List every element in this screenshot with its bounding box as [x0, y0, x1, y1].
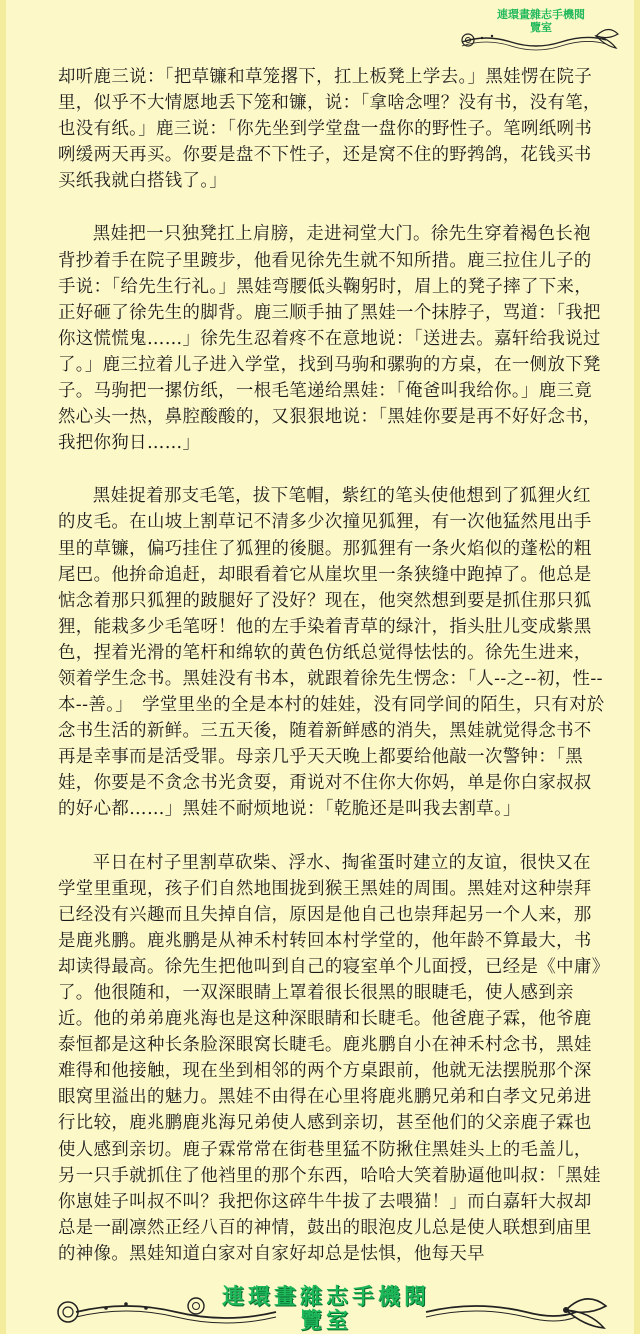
paragraph: 黑娃捉着那支毛笔，拔下笔帽，紫红的笔头使他想到了狐狸火红的皮毛。在山坡上割草记不清多少次撞见狐狸，有一次他猛然甩出手里的草镰，偏巧挂住了狐狸的後腿。那狐狸有一条火焰似的蓬松的粗尾巴。他拚命追赶，却眼看着它从崖坎里一条狭缝中跑掉了。他总是惦念着那只狐狸的跛腿好了没好？现在，他突然想到要是抓住那只狐狸，能栽多少毛笔呀！他的左手染着青草的绿汁，指头肚儿变成紫黑色，捏着光滑的笔杆和绵软的黄色仿纸总觉得怯怯的。徐先生进来，领着学生念书。黑娃没有书本，就跟着徐先生愣念：「人--之--初，性--本--善。」 学堂里坐的全是本村的娃娃，没有同学间的陌生，只有对於念书生活的新鲜。三五天後，随着新鲜感的消失，黑娃就觉得念书不再是幸事而是活受罪。母亲几乎天天晚上都要给他敲一次警钟：「黑娃，你要是不贪念书光贪耍，甭说对不住你大你妈，单是你白家叔叔的好心都……」黑娃不耐烦地说：「乾脆还是叫我去割草。」: [58, 486, 605, 820]
paragraph: 却听鹿三说：「把草镰和草笼撂下，扛上板凳上学去。」黑娃愣在院子里，似乎不大情愿地丢下笼和镰，说：「拿啥念哩？没有书，没有笔，也没有纸。」鹿三说：「你先坐到学堂盘一盘你的野性子。笔咧纸咧书咧缓两天再买。你要是盘不下性子，还是窝不住的野鹁鸽，花钱买书买纸我就白搭钱了。」: [58, 67, 601, 192]
footer-watermark-line2: 覽室: [299, 1309, 352, 1334]
header-watermark: [486, 8, 596, 34]
header-watermark-line2: 覽室: [530, 21, 552, 34]
footer-watermark: [186, 1286, 466, 1334]
paragraph: 黑娃把一只独凳扛上肩膀，走进祠堂大门。徐先生穿着褐色长袍背抄着手在院子里踱步，他看见徐先生就不知所措。鹿三拉住儿子的手说：「给先生行礼。」黑娃弯腰低头鞠躬时，眉上的凳子摔了下来，正好砸了徐先生的脚背。鹿三顺手抽了黑娃一个抹脖子，骂道：「我把你这慌慌鬼……」徐先生忍着疼不在意地说：「送进去。嘉轩给我说过了。」鹿三拉着儿子进入学堂，找到马驹和骡驹的方桌，在一侧放下凳子。马驹把一摞仿纸，一根毛笔递给黑娃：「俺爸叫我给你。」鹿三竟然心头一热，鼻腔酸酸的，又狠狠地说：「黑娃你要是再不好好念书，我把你狗日……」: [58, 224, 601, 454]
footer-watermark-line1: 連環畫雜志手機閱: [221, 1285, 430, 1310]
article-body: [58, 64, 606, 1294]
header-watermark-line1: 連環畫雜志手機閱: [497, 8, 585, 21]
paragraph: 平日在村子里割草砍柴、浮水、掏雀蛋时建立的友谊，很快又在学堂里重现，孩子们自然地围拢到猴王黑娃的周围。黑娃对这种崇拜已经没有兴趣而且失掉自信，原因是他自己也崇拜起另一个人来，那是鹿兆鹏。鹿兆鹏是从神禾村转回本村学堂的，他年龄不算最大，书却读得最高。徐先生把他叫到自己的寝室单个儿面授，已经是《中庸》了。他很随和，一双深眼睛上罩着很长很黑的眼睫毛，使人感到亲近。他的弟弟鹿兆海也是这种深眼睛和长睫毛。他爸鹿子霖，他爷鹿泰恒都是这种长条脸深眼窝长睫毛。鹿兆鹏自小在神禾村念书，黑娃难得和他接触，现在坐到相邻的两个方桌跟前，他就无法摆脱那个深眼窝里溢出的魅力。黑娃不由得在心里将鹿兆鹏兄弟和白孝文兄弟进行比较，鹿兆鹏鹿兆海兄弟使人感到亲切，甚至他们的父亲鹿子霖也使人感到亲切。鹿子霖常常在街巷里猛不防揪住黑娃头上的毛盖儿，另一只手就抓住了他裆里的那个东西，哈哈大笑着胁逼他叫叔：「黑娃你崽娃子叫叔不叫？我把你这碎牛牛拔了去喂猫！」而白嘉轩大叔却总是一副凛然正经八百的神情，鼓出的眼泡皮儿总是使人联想到庙里的神像。黑娃知道白家对自家好却总是怯惧，他每天早: [58, 852, 601, 1264]
